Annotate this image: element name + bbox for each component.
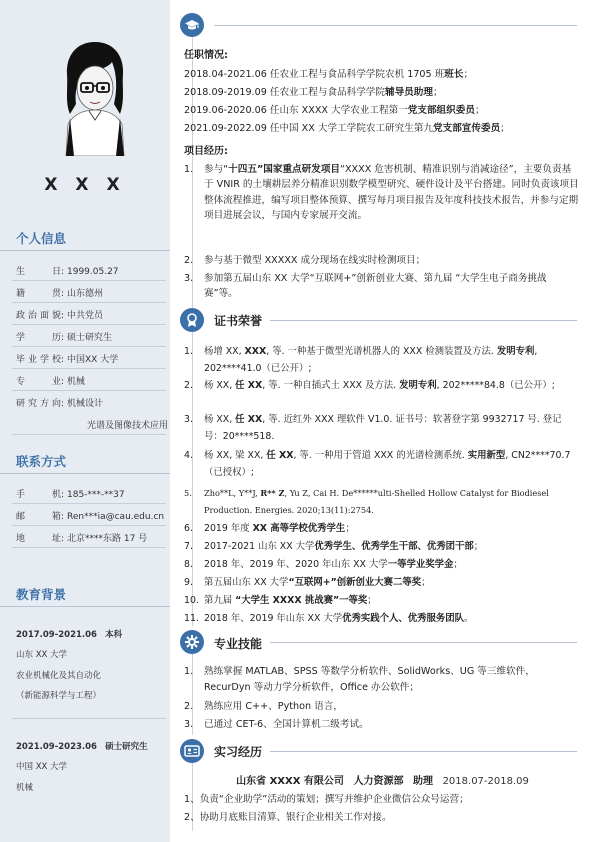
divider [12,324,166,325]
info-row: 专业: 机械 [16,374,168,387]
graduation-cap-icon [180,13,204,37]
skill-item: 2. 熟练应用 C++、Python 语言， [184,701,343,712]
contact-row: 地址: 北京****东路 17 号 [16,531,168,544]
divider [12,346,166,347]
header-divider [270,751,577,752]
contact-key: 地址 [16,534,61,544]
edu-1-header: 2017.09-2021.06 本科 [16,630,123,640]
internship-header: 山东省 XXXX 有限公司 人力资源部 助理 2018.07-2018.09 [236,776,529,787]
contact-title: 联系方式 [16,454,67,469]
info-key: 专业 [16,377,61,387]
divider [0,473,170,474]
info-value: 机械设计 [67,399,104,409]
edu-1-major-alt: （新能源科学与工程） [16,691,102,701]
divider [12,390,166,391]
projects-title: 项目经历: [184,146,228,157]
info-key: 研究方向 [16,399,61,409]
position-item: 2021.09-2022.09 任中国 XX 大学工学院农工研究生第九党支部宣传委员； [184,123,510,134]
contact-row: 邮箱: Ren***ia@cau.edu.cn [16,509,168,522]
cert-item: 7. 2017-2021 山东 XX 大学优秀学生、优秀学生干部、优秀团干部； [184,541,484,552]
skills-title: 专业技能 [214,637,263,651]
cert-item: 11. 2018 年、2019 年山东 XX 大学优秀实践个人、优秀服务团队。 [184,613,474,624]
info-value: 中共党员 [67,311,104,321]
position-item: 2019.06-2020.06 任山东 XXXX 大学农业工程第一党支部组织委员； [184,105,485,116]
info-row: 生日: 1999.05.27 [16,264,168,277]
research-direction-cont: 光谱及图像技术应用 [86,421,168,431]
divider [12,280,166,281]
cert-item: 6. 2019 年度 XX 高等学校优秀学生； [184,523,355,534]
skill-item: 3. 已通过 CET-6、全国计算机二级考试。 [184,719,369,730]
gear-icon [180,630,204,654]
positions-title: 任职情况: [184,50,228,61]
cert-item: 2. 杨 XX, 任 XX, 等. 一种自插式土 XXX 及方法. 发明专利, 202*****84.8（已公开）; [184,380,555,391]
main-content [170,0,595,842]
info-row: 政治面貌: 中共党员 [16,308,168,321]
info-row: 学历: 硕士研究生 [16,330,168,343]
contact-value: 185-***-**37 [67,490,125,500]
cert-item: 1. 杨增 XX, XXX, 等. 一种基于微型光谱机器人的 XXX 检测装置及方法. 发明专利, 202****41.0（已公开）; [184,346,538,374]
avatar [56,38,134,156]
project-item: 1. 参与“十四五”国家重点研发项目“XXXX 危害机制、精准识别与消减途径”，主要负责基于 VNIR 的土壤耕层养分精准识别数学模型研究、硬件设计及平台搭建。同时负责该项目整体流程推进，编写项目整体预算、撰写每月项目报告及年度科技技术报告，并参与定期项目进展会议，与国内专家展开交流。 [184,164,579,221]
edu-2-school: 中国 XX 大学 [16,762,68,772]
cert-item: 5. Zho**L, Y**J, R** Z, Yu Z, Cai H. De******ulti-Shelled Hollow Catalyst for Biodiesel Production. Energies. 2020;13(11):2754. [184,488,549,515]
internship-duty: 1、负责“企业助学”活动的策划；撰写并维护企业微信公众号运营； [184,794,469,805]
divider [12,368,166,369]
cert-item: 4. 杨 XX, 梁 XX, 任 XX, 等. 一种用于管道 XXX 的光谱检测系统. 实用新型, CN2****70.7（已授权）; [184,450,571,478]
edu-2-major: 机械 [16,783,34,793]
cert-item: 9. 第五届山东 XX 大学“互联网+”创新创业大赛二等奖； [184,577,431,588]
info-row: 研究方向: 机械设计 [16,396,168,409]
internship-duty: 2、协助月底账目清算、银行企业相关工作对接。 [184,812,392,823]
position-item: 2018.04-2021.06 任农业工程与食品科学学院农机 1705 班班长； [184,69,474,80]
position-item: 2018.09-2019.09 任农业工程与食品科学学院辅导员助理； [184,87,443,98]
info-value: 山东德州 [67,289,104,299]
divider [12,525,166,526]
contact-key: 邮箱 [16,512,61,522]
divider [0,606,170,607]
info-value: 中国XX 大学 [67,355,119,365]
edu-1-school: 山东 XX 大学 [16,650,68,660]
edu-2-header: 2021.09-2023.06 硕士研究生 [16,742,148,752]
id-card-icon [180,739,204,763]
contact-value: Ren***ia@cau.edu.cn [67,512,165,522]
divider [12,434,166,435]
internship-title: 实习经历 [214,745,263,759]
info-value: 硕士研究生 [67,333,113,343]
contact-key: 手机 [16,490,61,500]
divider [12,547,166,548]
cert-item: 10. 第九届 “大学生 XXXX 挑战赛”一等奖； [184,595,377,606]
personal-info-title: 个人信息 [16,231,67,246]
project-item: 3. 参加第五届山东 XX 大学“互联网+”创新创业大赛、第九届 “大学生电子商务挑战赛”等。 [184,273,547,300]
info-value: 1999.05.27 [67,267,119,277]
candidate-name: X X X [44,175,126,195]
divider [12,718,166,719]
skill-item: 1. 熟练掌握 MATLAB、SPSS 等数学分析软件、SolidWorks、UG 等三维软件，RecurDyn 等动力学分析软件，Office 办公软件； [184,666,535,693]
info-key: 籍贯 [16,289,61,299]
certs-title: 证书荣誉 [214,314,263,328]
divider [0,250,170,251]
info-key: 毕业学校 [16,355,61,365]
sidebar [0,0,170,842]
edu-1-major: 农业机械化及其自动化 [16,671,102,681]
award-icon [180,308,204,332]
header-divider [214,25,577,26]
divider [12,503,166,504]
info-key: 政治面貌 [16,311,61,321]
contact-value: 北京****东路 17 号 [67,534,148,544]
education-title: 教育背景 [16,587,67,602]
header-divider [270,642,577,643]
divider [12,302,166,303]
cert-item: 3. 杨 XX, 任 XX, 等. 近红外 XXX 理软件 V1.0. 证书号：软著登字第 9932717 号. 登记号：20****518. [184,414,562,442]
contact-row: 手机: 185-***-**37 [16,487,168,500]
info-key: 生日 [16,267,61,277]
info-row: 籍贯: 山东德州 [16,286,168,299]
info-key: 学历 [16,333,61,343]
cert-item: 8. 2018 年、2019 年、2020 年山东 XX 大学一等学业奖学金； [184,559,463,570]
info-value: 机械 [67,377,86,387]
project-item: 2. 参与基于微型 XXXXX 成分现场在线实时检测项目； [184,255,426,266]
header-divider [270,320,577,321]
info-row: 毕业学校: 中国XX 大学 [16,352,168,365]
